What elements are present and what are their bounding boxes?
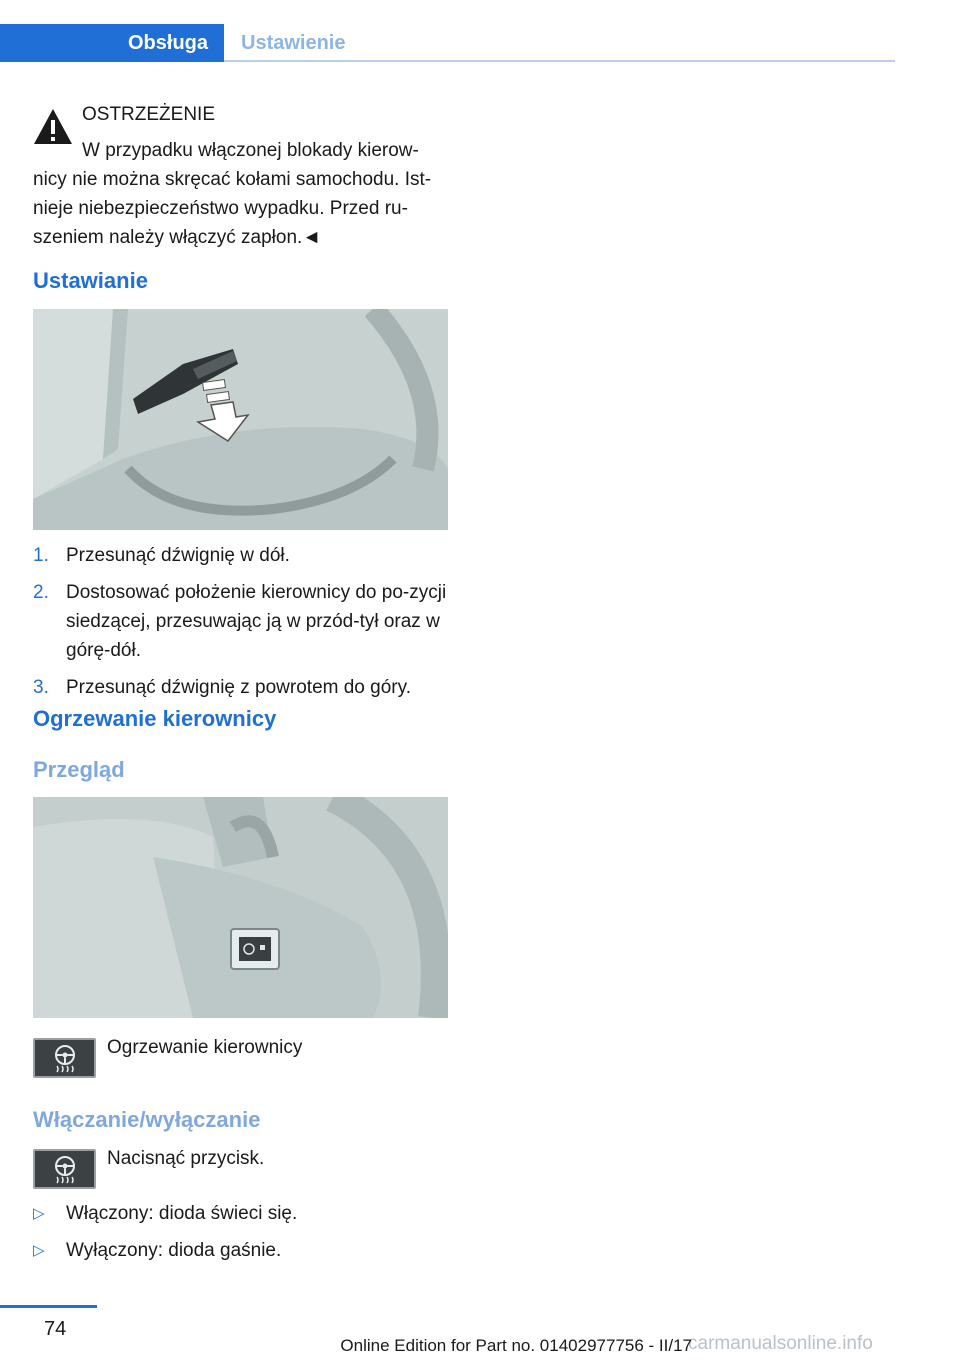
step-number: 3.: [33, 677, 49, 698]
list-item: [33, 1199, 453, 1228]
state-text: Włączony: dioda świeci się.: [66, 1203, 298, 1224]
states-list: [33, 1199, 453, 1273]
section-heading-ustawianie: Ustawianie: [33, 268, 148, 293]
heated-steering-wheel-button-icon: [33, 1149, 96, 1189]
steering-column-photo: [33, 797, 448, 1018]
step-text: Przesunąć dźwignię w dół.: [66, 545, 290, 566]
tab-obsluga[interactable]: Obsługa: [0, 24, 224, 62]
watermark: carmanualsonline.info: [688, 1333, 873, 1354]
footer-rule: [0, 1305, 97, 1308]
step-number: 2.: [33, 582, 49, 603]
warning-title: OSTRZEŻENIE: [82, 104, 216, 125]
step-number: 1.: [33, 545, 49, 566]
step-text: Dostosować położenie kierownicy do po-zycji siedzącej, przesuwając ją w przód-tył oraz w górę-dół.: [66, 582, 447, 661]
list-item: [33, 578, 453, 665]
list-item: [33, 1236, 453, 1265]
list-item: [33, 541, 453, 570]
heated-steering-wheel-icon: [33, 1038, 96, 1078]
state-text: Wyłączony: dioda gaśnie.: [66, 1240, 282, 1261]
page-number: 74: [44, 1318, 67, 1340]
steps-list: [33, 541, 453, 710]
subheading-przeglad: Przegląd: [33, 757, 125, 782]
steering-lever-photo: [33, 309, 448, 530]
list-item: [33, 673, 453, 702]
heating-label: Ogrzewanie kierownicy: [107, 1037, 303, 1058]
tab-ustawienie[interactable]: Ustawienie: [241, 31, 346, 54]
triangle-bullet-icon: ▷: [33, 1242, 45, 1259]
step-text: Przesunąć dźwignię z powrotem do góry.: [66, 677, 411, 698]
warning-text: W przypadku włączonej blokady kierow-nicy nie można skręcać kołami samochodu. Ist-nieje niebezpieczeństwo wypadku. Przed ru-szeniem należy włączyć zapłon.◄: [33, 140, 432, 248]
press-instruction: Nacisnąć przycisk.: [107, 1148, 265, 1169]
section-heading-ogrzewanie: Ogrzewanie kierownicy: [33, 706, 277, 731]
edition-info: Online Edition for Part no. 01402977756 - II/17: [340, 1336, 692, 1355]
subheading-wlaczanie: Włączanie/wyłączanie: [33, 1107, 261, 1132]
header-tabs: [0, 24, 895, 62]
triangle-bullet-icon: ▷: [33, 1205, 45, 1222]
